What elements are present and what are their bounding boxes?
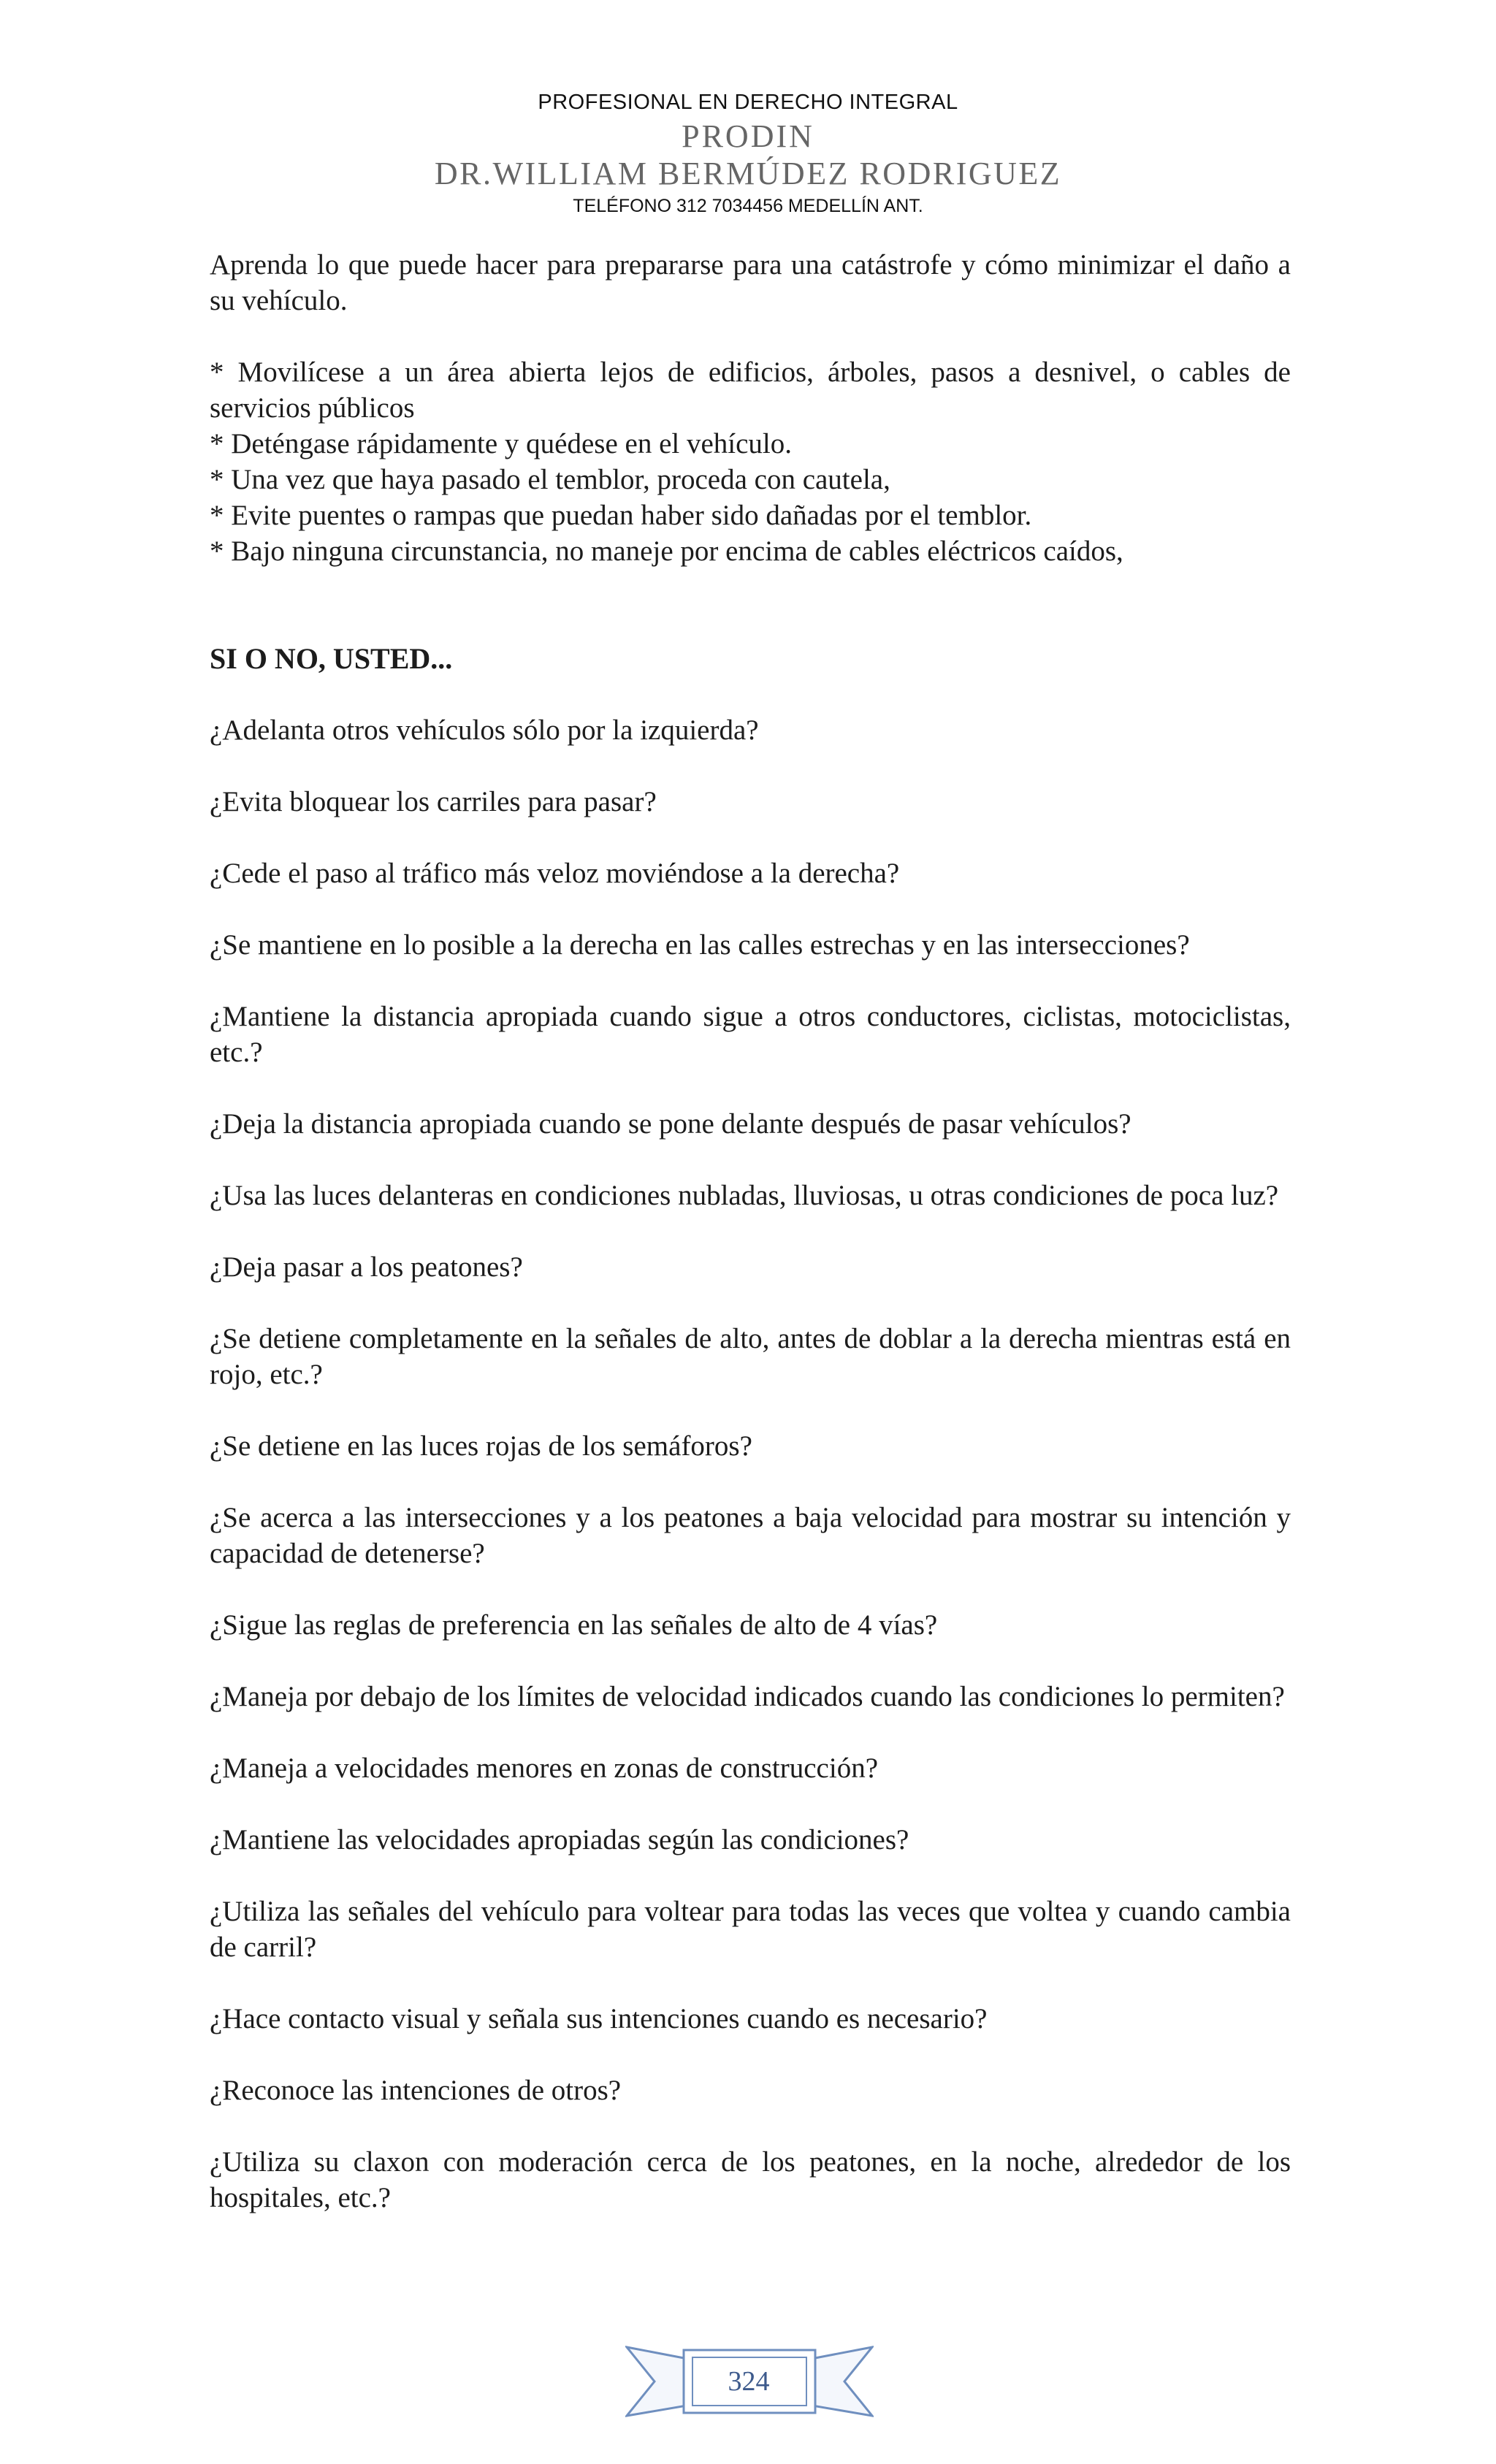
header-firm-name: PROFESIONAL EN DERECHO INTEGRAL (538, 91, 958, 114)
question-item: ¿Se acerca a las intersecciones y a los peatones a baja velocidad para mostrar su intención y capacidad de detenerse? (210, 1502, 1291, 1569)
question-item: ¿Evita bloquear los carriles para pasar? (210, 786, 657, 817)
question-item: ¿Hace contacto visual y señala sus intenciones cuando es necesario? (210, 2003, 988, 2034)
question-item: ¿Deja pasar a los peatones? (210, 1251, 523, 1283)
bullet-item: * Bajo ninguna circunstancia, no maneje por encima de cables eléctricos caídos, (210, 535, 1123, 567)
question-item: ¿Deja la distancia apropiada cuando se pone delante después de pasar vehículos? (210, 1108, 1131, 1140)
header-author: DR.WILLIAM BERMÚDEZ RODRIGUEZ (434, 156, 1062, 191)
question-list (210, 712, 1291, 2216)
bullet-item: * Una vez que haya pasado el temblor, proceda con cautela, (210, 464, 890, 495)
question-item: ¿Se detiene en las luces rojas de los semáforos? (210, 1430, 752, 1462)
question-item: ¿Utiliza las señales del vehículo para voltear para todas las veces que voltea y cuando cambia de carril? (210, 1896, 1291, 1963)
page-header (0, 86, 1496, 219)
page-body (210, 247, 1291, 2251)
question-item: ¿Usa las luces delanteras en condiciones nubladas, lluviosas, u otras condiciones de poca luz? (210, 1180, 1279, 1211)
header-phone: TELÉFONO 312 7034456 MEDELLÍN ANT. (573, 196, 923, 216)
question-item: ¿Utiliza su claxon con moderación cerca de los peatones, en la noche, alrededor de los hospitales, etc.? (210, 2146, 1291, 2213)
question-item: ¿Maneja por debajo de los límites de velocidad indicados cuando las condiciones lo permiten? (210, 1681, 1285, 1712)
question-item: ¿Mantiene las velocidades apropiadas según las condiciones? (210, 1824, 909, 1855)
question-item: ¿Maneja a velocidades menores en zonas de construcción? (210, 1752, 879, 1784)
question-item: ¿Cede el paso al tráfico más veloz moviéndose a la derecha? (210, 858, 900, 889)
question-item: ¿Se detiene completamente en la señales de alto, antes de doblar a la derecha mientras está en rojo, etc.? (210, 1323, 1291, 1390)
safety-bullet-list (210, 354, 1291, 569)
section-title: SI O NO, USTED... (210, 642, 453, 675)
intro-paragraph: Aprenda lo que puede hacer para prepararse para una catástrofe y cómo minimizar el daño a su vehículo. (210, 249, 1291, 316)
question-item: ¿Adelanta otros vehículos sólo por la izquierda? (210, 714, 759, 746)
question-item: ¿Se mantiene en lo posible a la derecha en las calles estrechas y en las intersecciones? (210, 929, 1190, 961)
bullet-item: * Movilícese a un área abierta lejos de edificios, árboles, pasos a desnivel, o cables de servicios públicos (210, 356, 1291, 424)
question-item: ¿Sigue las reglas de preferencia en las señales de alto de 4 vías? (210, 1609, 938, 1641)
page-number: 324 (728, 2366, 770, 2397)
bullet-item: * Deténgase rápidamente y quédese en el vehículo. (210, 428, 793, 459)
bullet-item: * Evite puentes o rampas que puedan haber sido dañadas por el temblor. (210, 500, 1032, 531)
header-acronym: PRODIN (682, 118, 814, 154)
question-item: ¿Mantiene la distancia apropiada cuando sigue a otros conductores, ciclistas, motociclistas, etc.? (210, 1001, 1291, 1068)
question-item: ¿Reconoce las intenciones de otros? (210, 2075, 622, 2106)
